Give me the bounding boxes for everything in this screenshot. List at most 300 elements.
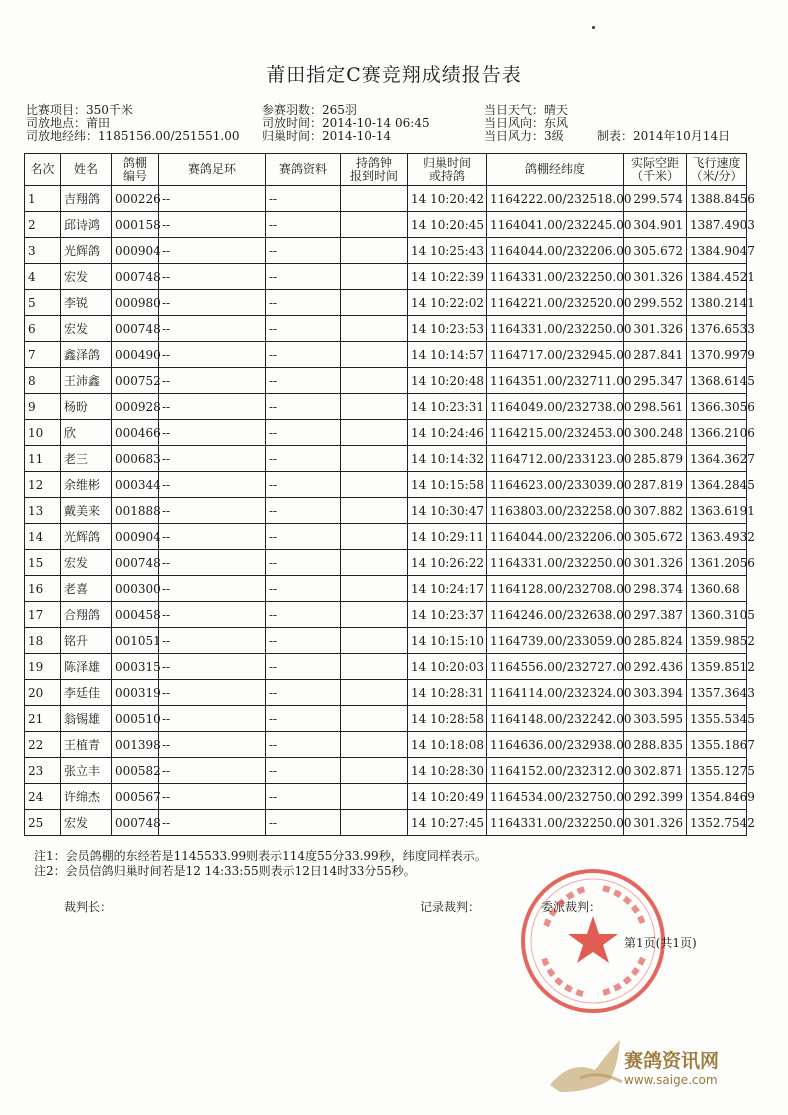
rank-cell: 20 (25, 680, 61, 706)
name-cell: 欣 (61, 420, 112, 446)
pigeon-info-cell: -- (266, 420, 341, 446)
coord-cell: 1164246.00/232638.00 (487, 602, 624, 628)
name-cell: 光辉鸽 (61, 238, 112, 264)
name-cell: 李廷佳 (61, 680, 112, 706)
loft-cell: 000300 (112, 576, 159, 602)
rank-cell: 17 (25, 602, 61, 628)
speed-cell: 1384.9047 (687, 238, 747, 264)
coord-cell: 1164636.00/232938.00 (487, 732, 624, 758)
table-row (25, 810, 747, 836)
table-row (25, 238, 747, 264)
clock-time-cell (341, 238, 408, 264)
table-row (25, 784, 747, 810)
info-race-item: 比赛项目：350千米 (26, 103, 133, 117)
distance-cell: 302.871 (624, 758, 687, 784)
coord-cell: 1164739.00/233059.00 (487, 628, 624, 654)
speed-cell: 1354.8469 (687, 784, 747, 810)
speed-cell: 1364.3627 (687, 446, 747, 472)
clock-time-cell (341, 706, 408, 732)
name-cell: 邱诗鸿 (61, 212, 112, 238)
speed-cell: 1387.4903 (687, 212, 747, 238)
name-cell: 宏发 (61, 264, 112, 290)
clock-time-cell (341, 264, 408, 290)
distance-cell: 292.399 (624, 784, 687, 810)
ring-cell: -- (159, 628, 266, 654)
page-indicator: 第1页(共1页) (624, 936, 697, 950)
rank-cell: 22 (25, 732, 61, 758)
loft-cell: 000748 (112, 316, 159, 342)
pigeon-info-cell: -- (266, 238, 341, 264)
distance-cell: 300.248 (624, 420, 687, 446)
speed-cell: 1364.2845 (687, 472, 747, 498)
info-made-date: 制表：2014年10月14日 (597, 129, 731, 143)
rank-cell: 3 (25, 238, 61, 264)
arrive-time-cell: 14 10:23:31 (408, 394, 487, 420)
ring-cell: -- (159, 186, 266, 212)
name-cell: 光辉鸽 (61, 524, 112, 550)
info-col-2 (262, 104, 430, 143)
coord-cell: 1164148.00/232242.00 (487, 706, 624, 732)
info-wind-direction: 当日风向：东风 (484, 116, 569, 130)
coord-cell: 1163803.00/232258.00 (487, 498, 624, 524)
speed-cell: 1355.5345 (687, 706, 747, 732)
header-coord: 鸽棚经纬度 (487, 154, 624, 186)
report-title: 莆田指定C赛竞翔成绩报告表 (266, 64, 522, 86)
distance-cell: 295.347 (624, 368, 687, 394)
info-entries: 参赛羽数：265羽 (262, 103, 357, 117)
coord-cell: 1164215.00/232453.00 (487, 420, 624, 446)
name-cell: 翁锡雄 (61, 706, 112, 732)
table-row (25, 680, 747, 706)
loft-cell: 000904 (112, 238, 159, 264)
name-cell: 戴美来 (61, 498, 112, 524)
ring-cell: -- (159, 784, 266, 810)
speed-cell: 1384.4521 (687, 264, 747, 290)
table-row (25, 524, 747, 550)
distance-cell: 298.374 (624, 576, 687, 602)
rank-cell: 10 (25, 420, 61, 446)
name-cell: 铭升 (61, 628, 112, 654)
loft-cell: 000752 (112, 368, 159, 394)
info-return-time: 归巢时间：2014-10-14 (262, 129, 392, 143)
distance-cell: 285.824 (624, 628, 687, 654)
clock-time-cell (341, 576, 408, 602)
loft-cell: 000226 (112, 186, 159, 212)
clock-time-cell (341, 602, 408, 628)
ring-cell: -- (159, 368, 266, 394)
arrive-time-cell: 14 10:20:48 (408, 368, 487, 394)
coord-cell: 1164556.00/232727.00 (487, 654, 624, 680)
ring-cell: -- (159, 654, 266, 680)
table-row (25, 602, 747, 628)
table-row (25, 732, 747, 758)
info-col-1 (26, 104, 239, 143)
loft-cell: 000315 (112, 654, 159, 680)
pigeon-info-cell: -- (266, 498, 341, 524)
name-cell: 杨昐 (61, 394, 112, 420)
header-clock: 持鸽钟 报到时间 (341, 154, 408, 186)
coord-cell: 1164534.00/232750.00 (487, 784, 624, 810)
ring-cell: -- (159, 498, 266, 524)
arrive-time-cell: 14 10:28:30 (408, 758, 487, 784)
name-cell: 老三 (61, 446, 112, 472)
name-cell: 余维彬 (61, 472, 112, 498)
arrive-time-cell: 14 10:20:45 (408, 212, 487, 238)
ring-cell: -- (159, 706, 266, 732)
rank-cell: 19 (25, 654, 61, 680)
arrive-time-cell: 14 10:29:11 (408, 524, 487, 550)
rank-cell: 21 (25, 706, 61, 732)
table-row (25, 628, 747, 654)
arrive-time-cell: 14 10:14:32 (408, 446, 487, 472)
distance-cell: 297.387 (624, 602, 687, 628)
loft-cell: 000466 (112, 420, 159, 446)
clock-time-cell (341, 732, 408, 758)
arrive-time-cell: 14 10:14:57 (408, 342, 487, 368)
speed-cell: 1363.4932 (687, 524, 747, 550)
header-name: 姓名 (61, 154, 112, 186)
pigeon-info-cell: -- (266, 576, 341, 602)
rank-cell: 24 (25, 784, 61, 810)
coord-cell: 1164331.00/232250.00 (487, 316, 624, 342)
watermark-site-url: www.saige.com (624, 1073, 718, 1087)
pigeon-info-cell: -- (266, 758, 341, 784)
rank-cell: 18 (25, 628, 61, 654)
ring-cell: -- (159, 342, 266, 368)
name-cell: 陈泽雄 (61, 654, 112, 680)
info-col-3 (484, 104, 568, 143)
coord-cell: 1164717.00/232945.00 (487, 342, 624, 368)
distance-cell: 292.436 (624, 654, 687, 680)
ring-cell: -- (159, 238, 266, 264)
info-release-place: 司放地点：莆田 (26, 116, 111, 130)
distance-cell: 287.819 (624, 472, 687, 498)
arrive-time-cell: 14 10:22:02 (408, 290, 487, 316)
table-row (25, 212, 747, 238)
watermark-site-name: 赛鸽资讯网 (624, 1050, 720, 1072)
footnote-1: 注1：会员鸽棚的东经若是1145533.99则表示114度55分33.99秒，纬度同样表示。 (34, 849, 487, 863)
arrive-time-cell: 14 10:20:49 (408, 784, 487, 810)
name-cell: 李锐 (61, 290, 112, 316)
table-row (25, 758, 747, 784)
clock-time-cell (341, 654, 408, 680)
table-row (25, 186, 747, 212)
pigeon-info-cell: -- (266, 550, 341, 576)
distance-cell: 287.841 (624, 342, 687, 368)
clock-time-cell (341, 524, 408, 550)
ring-cell: -- (159, 446, 266, 472)
table-row (25, 654, 747, 680)
speed-cell: 1370.9979 (687, 342, 747, 368)
distance-cell: 305.672 (624, 524, 687, 550)
ring-cell: -- (159, 420, 266, 446)
table-row (25, 576, 747, 602)
loft-cell: 000490 (112, 342, 159, 368)
speed-cell: 1357.3643 (687, 680, 747, 706)
clock-time-cell (341, 758, 408, 784)
loft-cell: 000582 (112, 758, 159, 784)
clock-time-cell (341, 446, 408, 472)
speed-cell: 1355.1867 (687, 732, 747, 758)
pigeon-info-cell: -- (266, 342, 341, 368)
table-row (25, 550, 747, 576)
pigeon-info-cell: -- (266, 472, 341, 498)
ring-cell: -- (159, 394, 266, 420)
distance-cell: 288.835 (624, 732, 687, 758)
loft-cell: 000748 (112, 550, 159, 576)
distance-cell: 303.394 (624, 680, 687, 706)
table-row (25, 342, 747, 368)
distance-cell: 304.901 (624, 212, 687, 238)
loft-cell: 000748 (112, 264, 159, 290)
ring-cell: -- (159, 810, 266, 836)
speed-cell: 1380.2141 (687, 290, 747, 316)
speed-cell: 1388.8456 (687, 186, 747, 212)
name-cell: 王沛鑫 (61, 368, 112, 394)
table-row (25, 498, 747, 524)
speed-cell: 1360.68 (687, 576, 747, 602)
distance-cell: 307.882 (624, 498, 687, 524)
ring-cell: -- (159, 212, 266, 238)
clock-time-cell (341, 394, 408, 420)
coord-cell: 1164331.00/232250.00 (487, 810, 624, 836)
info-wind-force: 当日风力：3级 (484, 129, 564, 143)
clock-time-cell (341, 186, 408, 212)
arrive-time-cell: 14 10:18:08 (408, 732, 487, 758)
distance-cell: 301.326 (624, 316, 687, 342)
loft-cell: 000344 (112, 472, 159, 498)
table-row (25, 368, 747, 394)
pigeon-info-cell: -- (266, 654, 341, 680)
coord-cell: 1164049.00/232738.00 (487, 394, 624, 420)
arrive-time-cell: 14 10:24:17 (408, 576, 487, 602)
ring-cell: -- (159, 680, 266, 706)
coord-cell: 1164712.00/233123.00 (487, 446, 624, 472)
coord-cell: 1164331.00/232250.00 (487, 550, 624, 576)
name-cell: 合翔鸽 (61, 602, 112, 628)
rank-cell: 7 (25, 342, 61, 368)
loft-cell: 000458 (112, 602, 159, 628)
distance-cell: 301.326 (624, 550, 687, 576)
pigeon-info-cell: -- (266, 212, 341, 238)
rank-cell: 11 (25, 446, 61, 472)
pigeon-info-cell: -- (266, 446, 341, 472)
speed-cell: 1361.2056 (687, 550, 747, 576)
ring-cell: -- (159, 576, 266, 602)
pigeon-info-cell: -- (266, 368, 341, 394)
table-row (25, 264, 747, 290)
distance-cell: 299.552 (624, 290, 687, 316)
ring-cell: -- (159, 732, 266, 758)
clock-time-cell (341, 680, 408, 706)
info-release-coord: 司放地经纬：1185156.00/251551.00 (26, 129, 240, 143)
ring-cell: -- (159, 472, 266, 498)
arrive-time-cell: 14 10:20:03 (408, 654, 487, 680)
speed-cell: 1359.8512 (687, 654, 747, 680)
rank-cell: 4 (25, 264, 61, 290)
pigeon-info-cell: -- (266, 732, 341, 758)
table-row (25, 706, 747, 732)
coord-cell: 1164044.00/232206.00 (487, 238, 624, 264)
scan-speck (592, 26, 595, 29)
chief-referee-label: 裁判长： (64, 900, 113, 914)
arrive-time-cell: 14 10:27:45 (408, 810, 487, 836)
speed-cell: 1352.7542 (687, 810, 747, 836)
header-speed: 飞行速度 （米/分） (687, 154, 747, 186)
speed-cell: 1376.6533 (687, 316, 747, 342)
loft-cell: 000904 (112, 524, 159, 550)
assigned-referee-label: 委派裁判： (541, 900, 602, 914)
speed-cell: 1366.2106 (687, 420, 747, 446)
coord-cell: 1164351.00/232711.00 (487, 368, 624, 394)
clock-time-cell (341, 472, 408, 498)
clock-time-cell (341, 368, 408, 394)
arrive-time-cell: 14 10:15:10 (408, 628, 487, 654)
arrive-time-cell: 14 10:24:46 (408, 420, 487, 446)
speed-cell: 1363.6191 (687, 498, 747, 524)
arrive-time-cell: 14 10:28:58 (408, 706, 487, 732)
pigeon-info-cell: -- (266, 186, 341, 212)
distance-cell: 301.326 (624, 810, 687, 836)
info-release-time: 司放时间：2014-10-14 06:45 (262, 116, 430, 130)
pigeon-info-cell: -- (266, 316, 341, 342)
header-info: 赛鸽资料 (266, 154, 341, 186)
distance-cell: 303.595 (624, 706, 687, 732)
rank-cell: 9 (25, 394, 61, 420)
coord-cell: 1164222.00/232518.00 (487, 186, 624, 212)
coord-cell: 1164331.00/232250.00 (487, 264, 624, 290)
rank-cell: 23 (25, 758, 61, 784)
table-row (25, 446, 747, 472)
speed-cell: 1360.3105 (687, 602, 747, 628)
table-header-row (25, 154, 747, 186)
loft-cell: 001398 (112, 732, 159, 758)
info-weather: 当日天气：晴天 (484, 103, 569, 117)
loft-cell: 001888 (112, 498, 159, 524)
rank-cell: 2 (25, 212, 61, 238)
speed-cell: 1355.1275 (687, 758, 747, 784)
clock-time-cell (341, 212, 408, 238)
clock-time-cell (341, 784, 408, 810)
distance-cell: 305.672 (624, 238, 687, 264)
clock-time-cell (341, 342, 408, 368)
loft-cell: 000683 (112, 446, 159, 472)
rank-cell: 5 (25, 290, 61, 316)
pigeon-info-cell: -- (266, 810, 341, 836)
loft-cell: 000158 (112, 212, 159, 238)
table-row (25, 420, 747, 446)
arrive-time-cell: 14 10:23:53 (408, 316, 487, 342)
rank-cell: 6 (25, 316, 61, 342)
loft-cell: 000748 (112, 810, 159, 836)
speed-cell: 1359.9852 (687, 628, 747, 654)
header-dist: 实际空距 （千米） (624, 154, 687, 186)
pigeon-info-cell: -- (266, 524, 341, 550)
rank-cell: 16 (25, 576, 61, 602)
name-cell: 吉翔鸽 (61, 186, 112, 212)
clock-time-cell (341, 420, 408, 446)
name-cell: 王植青 (61, 732, 112, 758)
distance-cell: 298.561 (624, 394, 687, 420)
recorder-referee-label: 记录裁判： (420, 900, 481, 914)
loft-cell: 001051 (112, 628, 159, 654)
rank-cell: 25 (25, 810, 61, 836)
arrive-time-cell: 14 10:26:22 (408, 550, 487, 576)
clock-time-cell (341, 498, 408, 524)
ring-cell: -- (159, 290, 266, 316)
rank-cell: 8 (25, 368, 61, 394)
name-cell: 老喜 (61, 576, 112, 602)
pigeon-info-cell: -- (266, 680, 341, 706)
table-row (25, 290, 747, 316)
table-row (25, 394, 747, 420)
arrive-time-cell: 14 10:28:31 (408, 680, 487, 706)
name-cell: 许绵杰 (61, 784, 112, 810)
ring-cell: -- (159, 264, 266, 290)
ring-cell: -- (159, 524, 266, 550)
clock-time-cell (341, 550, 408, 576)
pigeon-info-cell: -- (266, 628, 341, 654)
header-ring: 赛鸽足环 (159, 154, 266, 186)
arrive-time-cell: 14 10:30:47 (408, 498, 487, 524)
loft-cell: 000980 (112, 290, 159, 316)
table-row (25, 472, 747, 498)
arrive-time-cell: 14 10:25:43 (408, 238, 487, 264)
name-cell: 鑫泽鸽 (61, 342, 112, 368)
clock-time-cell (341, 810, 408, 836)
ring-cell: -- (159, 602, 266, 628)
header-rank: 名次 (25, 154, 61, 186)
rank-cell: 15 (25, 550, 61, 576)
distance-cell: 285.879 (624, 446, 687, 472)
distance-cell: 301.326 (624, 264, 687, 290)
loft-cell: 000567 (112, 784, 159, 810)
rank-cell: 14 (25, 524, 61, 550)
coord-cell: 1164041.00/232245.00 (487, 212, 624, 238)
pigeon-info-cell: -- (266, 290, 341, 316)
clock-time-cell (341, 628, 408, 654)
speed-cell: 1368.6145 (687, 368, 747, 394)
coord-cell: 1164221.00/232520.00 (487, 290, 624, 316)
clock-time-cell (341, 290, 408, 316)
ring-cell: -- (159, 316, 266, 342)
arrive-time-cell: 14 10:23:37 (408, 602, 487, 628)
results-table (24, 153, 755, 836)
header-arrive: 归巢时间 或持鸽 (408, 154, 487, 186)
pigeon-info-cell: -- (266, 602, 341, 628)
pigeon-info-cell: -- (266, 394, 341, 420)
pigeon-info-cell: -- (266, 706, 341, 732)
rank-cell: 1 (25, 186, 61, 212)
table-row (25, 316, 747, 342)
arrive-time-cell: 14 10:15:58 (408, 472, 487, 498)
ring-cell: -- (159, 758, 266, 784)
loft-cell: 000928 (112, 394, 159, 420)
coord-cell: 1164128.00/232708.00 (487, 576, 624, 602)
loft-cell: 000510 (112, 706, 159, 732)
footnotes (34, 849, 487, 879)
name-cell: 张立丰 (61, 758, 112, 784)
rank-cell: 13 (25, 498, 61, 524)
header-loft: 鸽棚 编号 (112, 154, 159, 186)
pigeon-info-cell: -- (266, 784, 341, 810)
arrive-time-cell: 14 10:20:42 (408, 186, 487, 212)
coord-cell: 1164114.00/232324.00 (487, 680, 624, 706)
rank-cell: 12 (25, 472, 61, 498)
name-cell: 宏发 (61, 810, 112, 836)
clock-time-cell (341, 316, 408, 342)
footnote-2: 注2：会员信鸽归巢时间若是12 14:33:55则表示12日14时33分55秒。 (34, 864, 416, 878)
